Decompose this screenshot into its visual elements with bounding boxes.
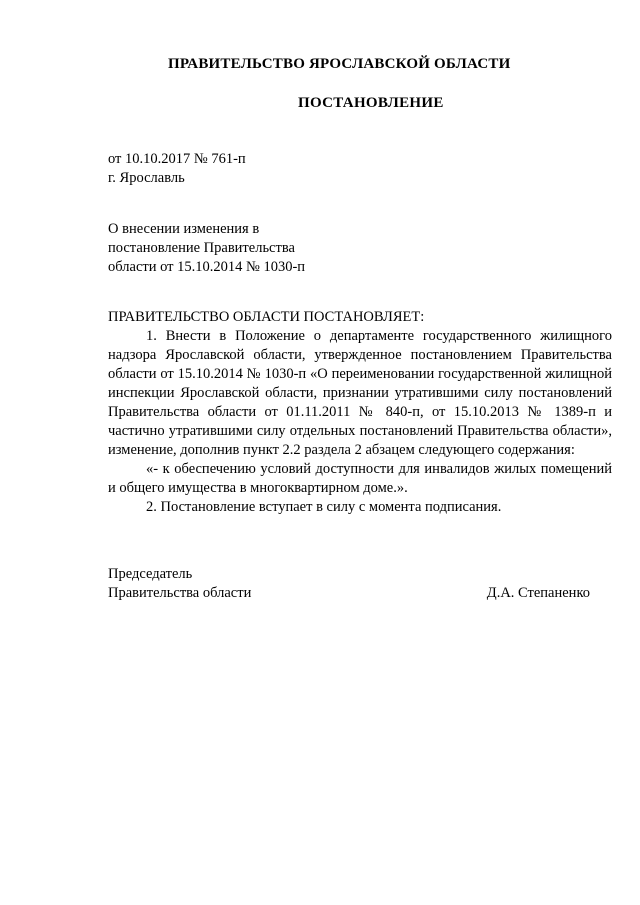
subject-line: постановление Правительства xyxy=(108,240,295,256)
signer-name: Д.А. Степаненко xyxy=(486,585,590,601)
paragraph-2: 2. Постановление вступает в силу с момента подписания. xyxy=(146,499,502,515)
signer-position-line2: Правительства области xyxy=(108,585,252,601)
subject-line: области от 15.10.2014 № 1030-п xyxy=(108,259,306,275)
document-body xyxy=(108,308,612,517)
signature-row xyxy=(108,584,590,603)
document-date-number: от 10.10.2017 № 761-п xyxy=(108,151,246,167)
document-header-title: ПРАВИТЕЛЬСТВО ЯРОСЛАВСКОЙ ОБЛАСТИ xyxy=(168,56,511,72)
document-type-title: ПОСТАНОВЛЕНИЕ xyxy=(298,95,444,111)
subject-line: О внесении изменения в xyxy=(108,221,260,237)
paragraph-1: 1. Внести в Положение о департаменте государственного жилищного надзора Ярославской области, утвержденное постановлением Правительства области от 15.10.2014 № 1030-п «О переименовании государственной жилищной инспекции Ярославской области, признании утратившими силу постановлений Правительства области от 01.11.2011 № 840-п, от 15.10.2013 № 1389-п и частично утратившими силу отдельных постановлений Правительства области», изменение, дополнив пункт 2.2 раздела 2 абзацем следующего содержания: xyxy=(108,328,612,458)
document-subject xyxy=(108,220,305,277)
document-city: г. Ярославль xyxy=(108,170,185,186)
signer-position-line1: Председатель xyxy=(108,566,193,582)
resolves-heading: ПРАВИТЕЛЬСТВО ОБЛАСТИ ПОСТАНОВЛЯЕТ: xyxy=(108,309,425,325)
signature-block xyxy=(108,565,590,603)
document-meta xyxy=(108,150,246,188)
quoted-addition: «- к обеспечению условий доступности для инвалидов жилых помещений и общего имущества в многоквартирном доме.». xyxy=(108,461,612,496)
